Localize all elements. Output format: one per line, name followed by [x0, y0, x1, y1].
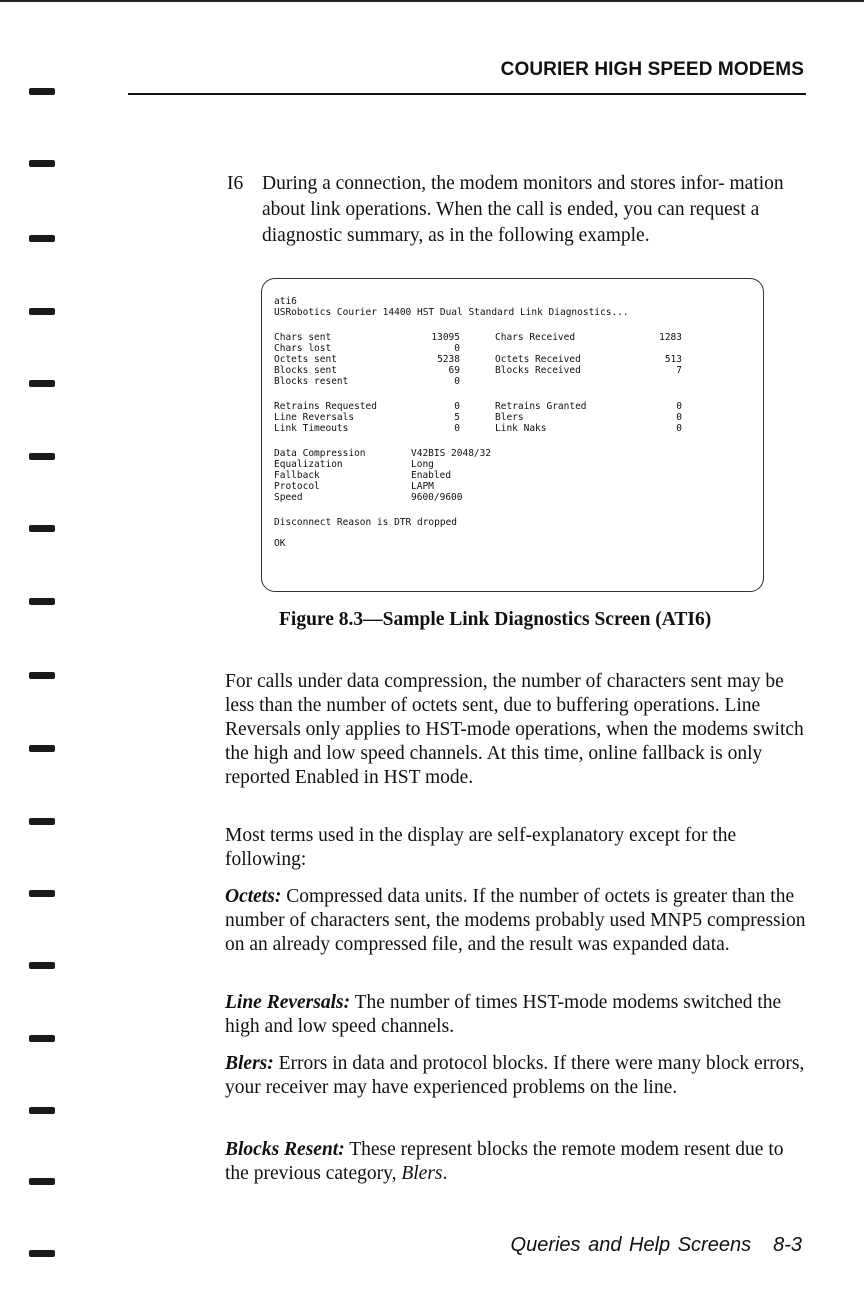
footer-section: Queries and Help Screens [510, 1234, 752, 1256]
binder-mark [29, 1250, 55, 1257]
binder-mark [29, 1107, 55, 1114]
stat-label: Retrains Requested [274, 401, 377, 412]
term-tail: . [442, 1163, 448, 1184]
page-number: 8-3 [773, 1234, 802, 1256]
figure-caption: Figure 8.3—Sample Link Diagnostics Screen (ATI6) [279, 609, 712, 630]
term-definition [225, 1052, 810, 1100]
term-name: Blocks Resent: [225, 1139, 345, 1160]
top-edge-rule [0, 0, 864, 2]
stat-value: 0 [676, 423, 682, 434]
stat-label: Octets Received [495, 354, 581, 365]
binder-mark [29, 818, 55, 825]
stat-value: 0 [454, 401, 460, 412]
binder-mark [29, 890, 55, 897]
setting-label: Speed [274, 492, 303, 503]
term-text: Compressed data units. If the number of octets is greater than the number of characters sent, the modems probably used MNP5 compression on an already compressed file, and the result was expanded data. [225, 886, 806, 955]
setting-value: LAPM [411, 481, 434, 492]
term-definition [225, 885, 810, 957]
body-paragraph: Most terms used in the display are self-explanatory except for the following: [225, 825, 737, 870]
term-name: Line Reversals: [225, 992, 351, 1013]
stat-label: Blocks sent [274, 365, 337, 376]
stat-value: 13095 [431, 332, 460, 343]
binder-mark [29, 745, 55, 752]
term-text: The number of times HST-mode modems switched the high and low speed channels. [225, 992, 782, 1037]
page-footer [511, 1234, 802, 1257]
stat-label: Blocks Received [495, 365, 581, 376]
stat-label: Blocks resent [274, 376, 349, 387]
stat-value: 513 [664, 354, 682, 365]
setting-label: Data Compression [274, 448, 366, 459]
setting-label: Protocol [274, 481, 320, 492]
binder-mark [29, 160, 55, 167]
binder-mark [29, 672, 55, 679]
stat-label: Retrains Granted [495, 401, 587, 412]
screen-command: ati6 [274, 296, 297, 307]
body-paragraph: For calls under data compression, the number of characters sent may be less than the number of octets sent, due to buffering operations. Line Reversals only applies to HST-mode operations, when the modems switch the high and low speed channels. At this time, online fallback is only reported Enabled in HST mode. [225, 671, 804, 788]
stat-label: Chars lost [274, 343, 332, 354]
binder-mark [29, 1035, 55, 1042]
stat-value: 0 [454, 423, 460, 434]
setting-value: Enabled [411, 470, 452, 481]
stat-value: 0 [454, 343, 460, 354]
stat-value: 0 [676, 401, 682, 412]
stat-label: Link Timeouts [274, 423, 349, 434]
binder-mark [29, 88, 55, 95]
stat-value: 7 [676, 365, 682, 376]
item-description: During a connection, the modem monitors and stores infor- mation about link operations. When the call is ended, you can request a diagnostic summary, as in the following example. [262, 173, 784, 246]
binder-mark [29, 308, 55, 315]
stat-label: Chars Received [495, 332, 576, 343]
stat-value: 5 [454, 412, 460, 423]
item-number: I6 [227, 173, 244, 194]
binder-mark [29, 235, 55, 242]
term-reference: Blers [401, 1163, 443, 1184]
disconnect-reason: Disconnect Reason is DTR dropped [274, 517, 458, 528]
stat-label: Octets sent [274, 354, 337, 365]
binder-mark [29, 1178, 55, 1185]
stat-value: 1283 [659, 332, 682, 343]
header-rule [128, 93, 806, 95]
running-head: COURIER HIGH SPEED MODEMS [500, 59, 804, 80]
stat-label: Line Reversals [274, 412, 355, 423]
result-code: OK [274, 538, 286, 549]
binder-mark [29, 453, 55, 460]
term-text: These represent blocks the remote modem resent due to the previous category, [225, 1139, 784, 1184]
term-definition [225, 1138, 810, 1186]
term-name: Octets: [225, 886, 282, 907]
screen-title: USRobotics Courier 14400 HST Dual Standard Link Diagnostics... [274, 307, 629, 318]
term-definition [225, 991, 810, 1039]
stat-value: 0 [676, 412, 682, 423]
stat-value: 0 [454, 376, 460, 387]
setting-label: Fallback [274, 470, 320, 481]
stat-label: Blers [495, 412, 524, 423]
binder-mark [29, 380, 55, 387]
setting-label: Equalization [274, 459, 343, 470]
term-text: Errors in data and protocol blocks. If there were many block errors, your receiver may have experienced problems on the line. [225, 1053, 805, 1098]
stat-value: 69 [448, 365, 460, 376]
stat-label: Chars sent [274, 332, 332, 343]
setting-value: Long [411, 459, 434, 470]
stat-value: 5238 [437, 354, 460, 365]
diagnostics-screen [261, 278, 764, 592]
term-name: Blers: [225, 1053, 274, 1074]
binder-mark [29, 525, 55, 532]
setting-value: 9600/9600 [411, 492, 463, 503]
setting-value: V42BIS 2048/32 [411, 448, 492, 459]
binder-mark [29, 962, 55, 969]
stat-label: Link Naks [495, 423, 547, 434]
binder-mark [29, 598, 55, 605]
